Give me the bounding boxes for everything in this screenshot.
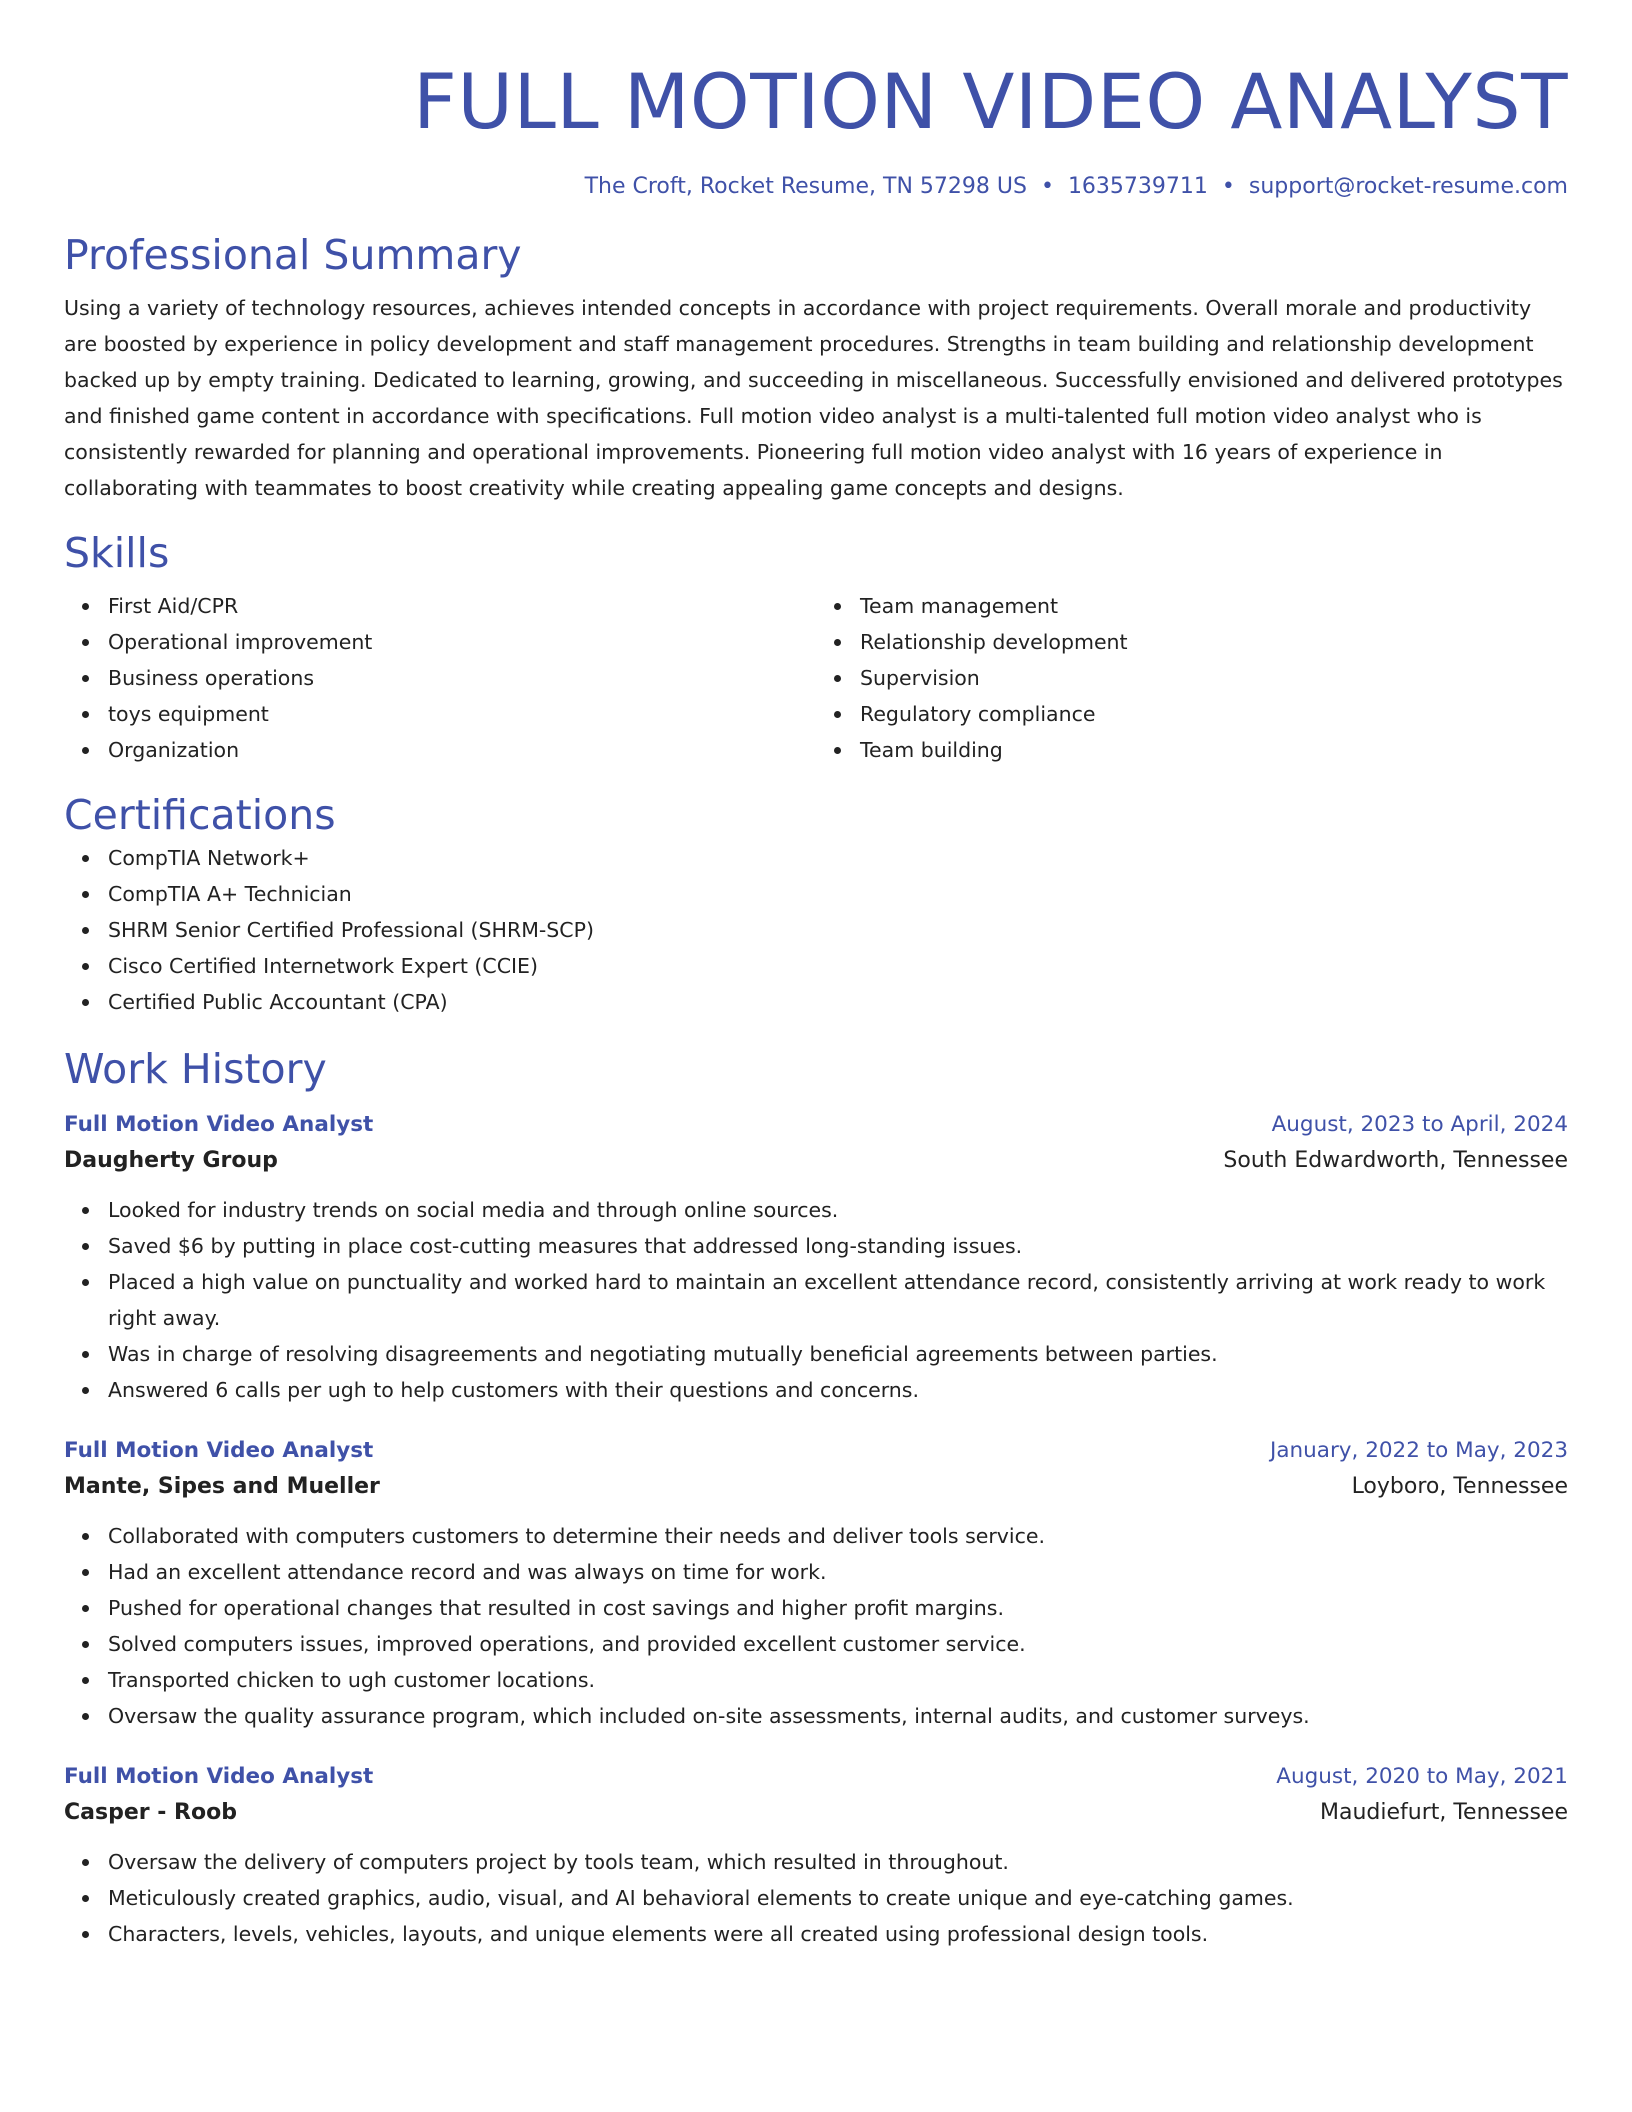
certification-item: Cisco Certified Internetwork Expert (CCIE) <box>108 948 1568 984</box>
job-entry <box>64 1434 1568 1734</box>
job-bullet: Meticulously created graphics, audio, visual, and AI behavioral elements to create unique and eye-catching games. <box>108 1880 1568 1916</box>
job-company: Daugherty Group <box>64 1148 278 1173</box>
job-bullet: Oversaw the quality assurance program, which included on-site assessments, internal audits, and customer surveys. <box>108 1698 1568 1734</box>
certification-item: SHRM Senior Certified Professional (SHRM-SCP) <box>108 912 1568 948</box>
skills-column-left <box>64 588 816 768</box>
skill-item: Team management <box>860 588 1568 624</box>
job-bullet: Saved $6 by putting in place cost-cutting measures that addressed long-standing issues. <box>108 1228 1568 1264</box>
job-entry <box>64 1108 1568 1408</box>
contact-email: support@rocket-resume.com <box>1248 174 1568 199</box>
skill-item: Relationship development <box>860 624 1568 660</box>
section-heading-certifications: Certifications <box>64 791 336 839</box>
job-dates: January, 2022 to May, 2023 <box>1270 1438 1568 1463</box>
certification-item: CompTIA Network+ <box>108 840 1568 876</box>
section-heading-skills: Skills <box>64 529 170 577</box>
job-title: Full Motion Video Analyst <box>64 1764 374 1789</box>
job-bullet: Pushed for operational changes that resulted in cost savings and higher profit margins. <box>108 1590 1568 1626</box>
job-company: Casper - Roob <box>64 1800 237 1825</box>
skill-item: Organization <box>108 732 816 768</box>
certification-item: CompTIA A+ Technician <box>108 876 1568 912</box>
job-bullet: Answered 6 calls per ugh to help customers with their questions and concerns. <box>108 1372 1568 1408</box>
skill-item: toys equipment <box>108 696 816 732</box>
skills-list <box>64 588 1568 768</box>
job-bullet: Collaborated with computers customers to determine their needs and deliver tools service. <box>108 1518 1568 1554</box>
job-title: Full Motion Video Analyst <box>64 1112 374 1137</box>
contact-address: The Croft, Rocket Resume, TN 57298 US <box>584 174 1027 199</box>
job-location: Maudiefurt, Tennessee <box>1319 1800 1568 1825</box>
job-bullet: Solved computers issues, improved operations, and provided excellent customer service. <box>108 1626 1568 1662</box>
skill-item: First Aid/CPR <box>108 588 816 624</box>
contact-separator: • <box>1040 174 1054 199</box>
skills-column-right <box>816 588 1568 768</box>
job-bullet: Looked for industry trends on social media and through online sources. <box>108 1192 1568 1228</box>
job-location: South Edwardworth, Tennessee <box>1223 1148 1568 1173</box>
page-title: FULL MOTION VIDEO ANALYST <box>413 57 1568 146</box>
resume-page <box>64 0 1568 1952</box>
job-bullet: Oversaw the delivery of computers project by tools team, which resulted in throughout. <box>108 1844 1568 1880</box>
contact-phone: 1635739711 <box>1067 174 1208 199</box>
job-location: Loyboro, Tennessee <box>1351 1474 1568 1499</box>
job-dates: August, 2023 to April, 2024 <box>1271 1112 1568 1137</box>
skill-item: Operational improvement <box>108 624 816 660</box>
summary-text: Using a variety of technology resources, achieves intended concepts in accordance with project requirements. Overall morale and productivity are boosted by experience in policy development and staff management procedures. Strengths in team building and relationship development backed up by empty training. Dedicated to learning, growing, and succeeding in miscellaneous. Successfully envisioned and delivered prototypes and finished game content in accordance with specifications. Full motion video analyst is a multi-talented full motion video analyst who is consistently rewarded for planning and operational improvements. Pioneering full motion video analyst with 16 years of experience in collaborating with teammates to boost creativity while creating appealing game concepts and designs. <box>64 296 1563 500</box>
job-bullet: Characters, levels, vehicles, layouts, and unique elements were all created using professional design tools. <box>108 1916 1568 1952</box>
job-bullets <box>64 1844 1568 1952</box>
job-dates: August, 2020 to May, 2021 <box>1276 1764 1568 1789</box>
skill-item: Team building <box>860 732 1568 768</box>
job-bullets <box>64 1192 1568 1408</box>
skill-item: Business operations <box>108 660 816 696</box>
certifications-list <box>64 840 1568 1020</box>
section-heading-summary: Professional Summary <box>64 231 522 279</box>
job-bullet: Transported chicken to ugh customer locations. <box>108 1662 1568 1698</box>
job-bullet: Placed a high value on punctuality and worked hard to maintain an excellent attendance record, consistently arriving at work ready to work right away. <box>108 1264 1568 1336</box>
skill-item: Supervision <box>860 660 1568 696</box>
job-entry <box>64 1760 1568 1952</box>
job-company: Mante, Sipes and Mueller <box>64 1474 380 1499</box>
section-heading-work-history: Work History <box>64 1045 327 1093</box>
job-title: Full Motion Video Analyst <box>64 1438 374 1463</box>
job-bullets <box>64 1518 1568 1734</box>
certification-item: Certified Public Accountant (CPA) <box>108 984 1568 1020</box>
contact-line <box>64 172 1568 202</box>
contact-separator: • <box>1221 174 1235 199</box>
job-bullet: Had an excellent attendance record and was always on time for work. <box>108 1554 1568 1590</box>
job-bullet: Was in charge of resolving disagreements and negotiating mutually beneficial agreements between parties. <box>108 1336 1568 1372</box>
skill-item: Regulatory compliance <box>860 696 1568 732</box>
